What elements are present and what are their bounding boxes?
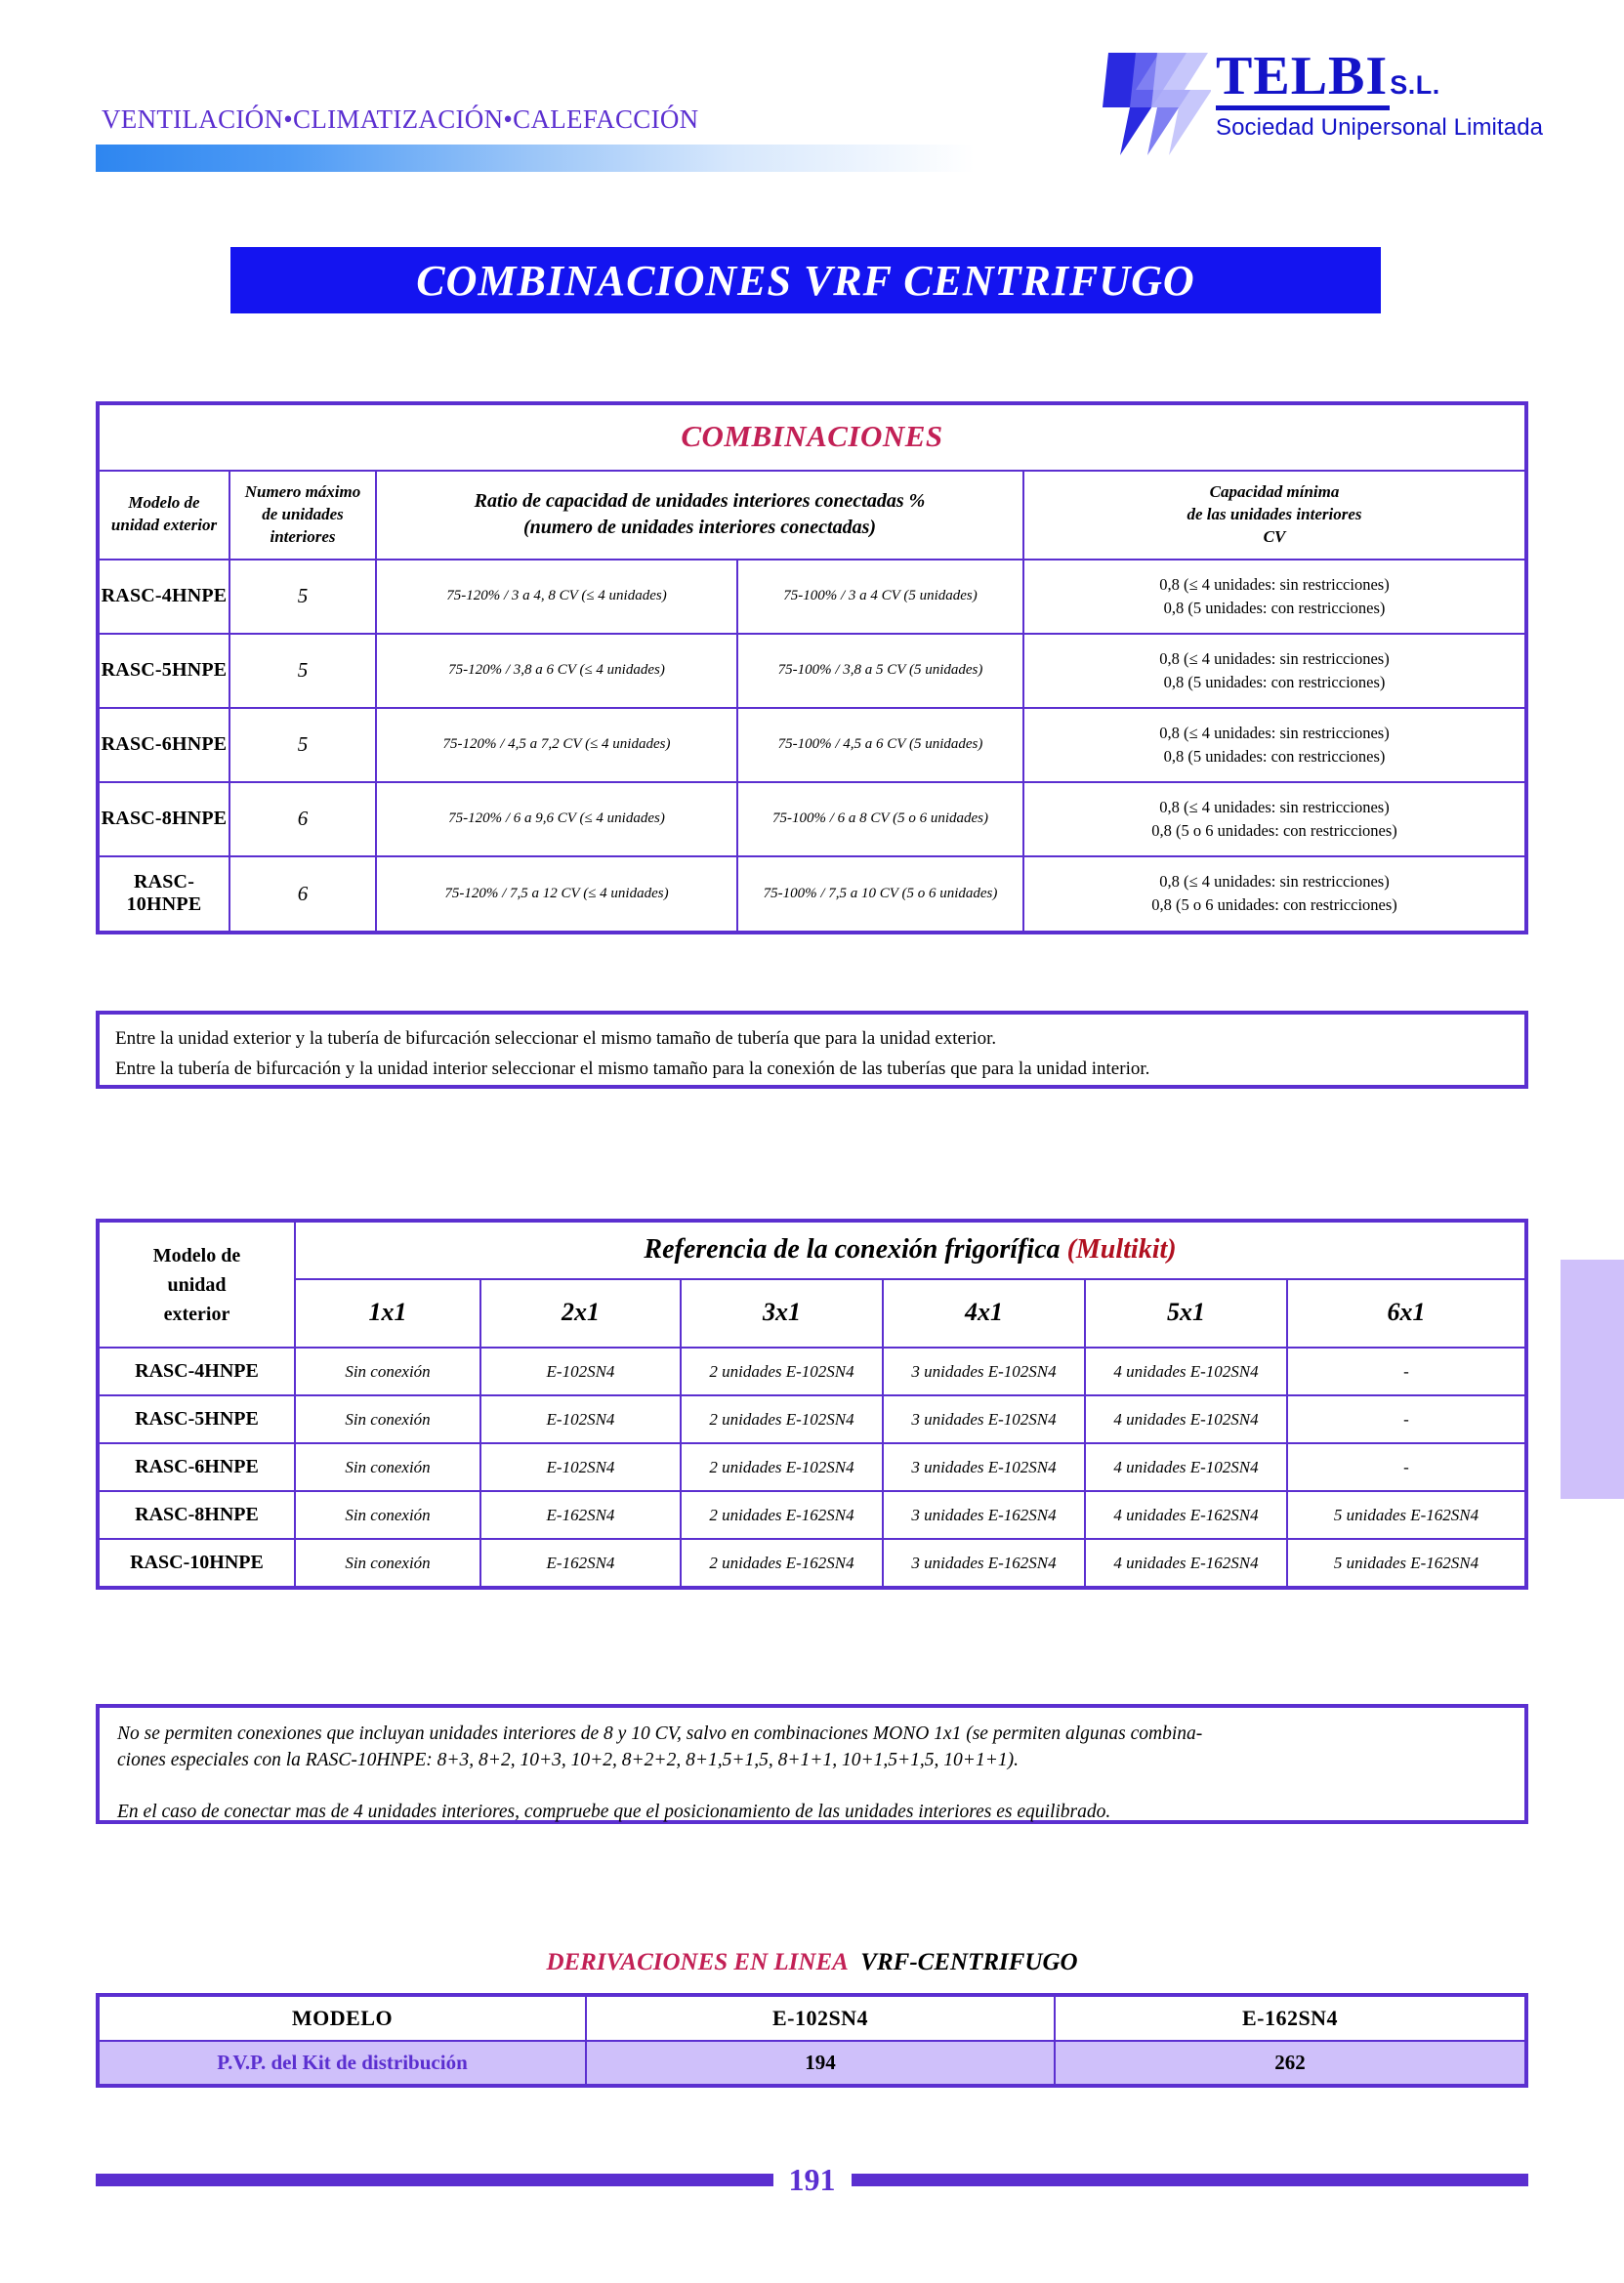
page-header (0, 0, 1624, 195)
cell-6x1: 5 unidades E-162SN4 (1287, 1491, 1524, 1539)
header-modelo: MODELO (100, 1997, 586, 2041)
cap-line-2: 0,8 (5 o 6 unidades: con restricciones) (1151, 820, 1397, 840)
table-row (100, 560, 1524, 634)
table-row (100, 1348, 1524, 1395)
derivaciones-table (96, 1993, 1528, 2088)
page-title-banner (230, 247, 1381, 313)
cap-line-1: 0,8 (≤ 4 unidades: sin restricciones) (1159, 797, 1390, 816)
company-tagline: VENTILACIÓN•CLIMATIZACIÓN•CALEFACCIÓN (102, 104, 699, 134)
cell-1x1: Sin conexión (295, 1443, 480, 1491)
table-row (100, 708, 1524, 782)
cell-5x1: 4 unidades E-102SN4 (1085, 1395, 1287, 1443)
cell-ratio-a: 75-120% / 3,8 a 6 CV (≤ 4 unidades) (376, 634, 737, 708)
cell-5x1: 4 unidades E-102SN4 (1085, 1443, 1287, 1491)
telbi-logo (1099, 46, 1544, 156)
cell-3x1: 2 unidades E-102SN4 (681, 1395, 883, 1443)
table-header-row (100, 1997, 1524, 2041)
cell-capacidad-minima (1023, 634, 1524, 708)
cell-5x1: 4 unidades E-162SN4 (1085, 1491, 1287, 1539)
header-col-4x1: 4x1 (883, 1279, 1085, 1348)
cell-4x1: 3 unidades E-102SN4 (883, 1395, 1085, 1443)
header-line-2: de unidades interiores (262, 504, 344, 546)
cap-line-2: 0,8 (5 unidades: con restricciones) (1163, 672, 1386, 691)
table-row (100, 1539, 1524, 1586)
cap-line-2: 0,8 (5 unidades: con restricciones) (1163, 598, 1386, 617)
multikit-title (295, 1223, 1524, 1279)
cell-model: RASC-10HNPE (100, 856, 229, 931)
table-row (100, 1443, 1524, 1491)
header-col-2x1: 2x1 (480, 1279, 681, 1348)
footer-rule-right (852, 2174, 1529, 2186)
header-col-6x1: 6x1 (1287, 1279, 1524, 1348)
cell-model: RASC-5HNPE (100, 1395, 295, 1443)
multikit-table (96, 1219, 1528, 1590)
cell-2x1: E-162SN4 (480, 1539, 681, 1586)
table-row (100, 782, 1524, 856)
cell-model: RASC-6HNPE (100, 1443, 295, 1491)
header-capacidad-minima (1023, 471, 1524, 560)
header-modelo-unidad-exterior (100, 471, 229, 560)
cell-ratio-a: 75-120% / 7,5 a 12 CV (≤ 4 unidades) (376, 856, 737, 931)
cell-2x1: E-102SN4 (480, 1348, 681, 1395)
multikit-grid (100, 1223, 1524, 1586)
logo-subtitle: Sociedad Unipersonal Limitada (1216, 114, 1544, 141)
header-line-1: Modelo de (128, 493, 200, 513)
note-paragraph-1 (117, 1722, 1507, 1774)
header-numero-maximo (229, 471, 376, 560)
cell-6x1: - (1287, 1395, 1524, 1443)
footer-rule-left (96, 2174, 773, 2186)
logo-legal-suffix: S.L. (1390, 70, 1440, 100)
note-line-1: No se permiten conexiones que incluyan unidades interiores de 8 y 10 CV, salvo en combinaciones MONO 1x1 (se permiten algunas combina- (117, 1723, 1203, 1744)
cell-ratio-a: 75-120% / 3 a 4, 8 CV (≤ 4 unidades) (376, 560, 737, 634)
cell-5x1: 4 unidades E-162SN4 (1085, 1539, 1287, 1586)
cell-model: RASC-4HNPE (100, 1348, 295, 1395)
table-header-row (100, 1279, 1524, 1348)
combinaciones-title: COMBINACIONES (100, 405, 1524, 471)
header-line-2: unidad exterior (110, 516, 218, 535)
section-edge-tab (1561, 1260, 1624, 1499)
cap-line-1: 0,8 (≤ 4 unidades: sin restricciones) (1159, 648, 1390, 668)
cell-4x1: 3 unidades E-102SN4 (883, 1443, 1085, 1491)
header-line-1: Capacidad mínima (1209, 482, 1340, 501)
cell-capacidad-minima (1023, 782, 1524, 856)
header-line-1: Numero máximo (244, 482, 361, 501)
cell-max-units: 5 (229, 560, 376, 634)
corner-line-1: Modelo de (152, 1244, 241, 1266)
cell-2x1: E-102SN4 (480, 1443, 681, 1491)
cell-model: RASC-6HNPE (100, 708, 229, 782)
cell-2x1: E-102SN4 (480, 1395, 681, 1443)
cell-5x1: 4 unidades E-102SN4 (1085, 1348, 1287, 1395)
cell-model: RASC-5HNPE (100, 634, 229, 708)
cell-2x1: E-162SN4 (480, 1491, 681, 1539)
cell-ratio-b: 75-100% / 3 a 4 CV (5 unidades) (737, 560, 1023, 634)
note-line-2: ciones especiales con la RASC-10HNPE: 8+3, 8+2, 10+3, 10+2, 8+2+2, 8+1,5+1,5, 8+1+1, 10+1,5+1,5, 10+1+1). (117, 1749, 1019, 1770)
page-number: 191 (788, 2162, 836, 2197)
cell-capacidad-minima (1023, 856, 1524, 931)
row-label-pvp-kit: P.V.P. del Kit de distribución (100, 2041, 586, 2084)
cap-line-2: 0,8 (5 o 6 unidades: con restricciones) (1151, 895, 1397, 915)
cap-line-1: 0,8 (≤ 4 unidades: sin restricciones) (1159, 574, 1390, 594)
cell-price-e162sn4: 262 (1055, 2041, 1524, 2084)
cap-line-1: 0,8 (≤ 4 unidades: sin restricciones) (1159, 723, 1390, 742)
logo-brand-name: TELBI (1216, 47, 1390, 110)
cell-1x1: Sin conexión (295, 1395, 480, 1443)
note-line-2: Entre la tubería de bifurcación y la unidad interior seleccionar el mismo tamaño para la conexión de las tuberías que para la unidad interior. (115, 1058, 1150, 1079)
derivaciones-grid (100, 1997, 1524, 2084)
header-line-2: (numero de unidades interiores conectadas) (522, 517, 877, 539)
cell-capacidad-minima (1023, 708, 1524, 782)
note-paragraph-2: En el caso de conectar mas de 4 unidades interiores, compruebe que el posicionamiento de las unidades interiores es equilibrado. (117, 1801, 1111, 1822)
cell-6x1: - (1287, 1443, 1524, 1491)
page-footer (0, 2160, 1624, 2199)
table-row (100, 856, 1524, 931)
multikit-title-main: Referencia de la conexión frigorífica (644, 1234, 1067, 1265)
combinaciones-grid (100, 405, 1524, 931)
header-gradient-rule (96, 145, 975, 172)
header-col-3x1: 3x1 (681, 1279, 883, 1348)
lightning-bolt-icon (1099, 53, 1211, 155)
table-row (100, 1395, 1524, 1443)
derivaciones-title (0, 1949, 1624, 1976)
cap-line-1: 0,8 (≤ 4 unidades: sin restricciones) (1159, 872, 1390, 892)
cell-max-units: 5 (229, 708, 376, 782)
header-modelo-unidad-exterior (100, 1223, 295, 1348)
header-col-5x1: 5x1 (1085, 1279, 1287, 1348)
cell-6x1: 5 unidades E-162SN4 (1287, 1539, 1524, 1586)
logo-text-block (1216, 46, 1544, 142)
corner-line-3: exterior (163, 1303, 230, 1325)
header-line-2: de las unidades interiores (1187, 504, 1362, 523)
header-e162sn4: E-162SN4 (1055, 1997, 1524, 2041)
table-row (100, 1491, 1524, 1539)
cell-ratio-b: 75-100% / 3,8 a 5 CV (5 unidades) (737, 634, 1023, 708)
cell-6x1: - (1287, 1348, 1524, 1395)
cell-model: RASC-4HNPE (100, 560, 229, 634)
cell-ratio-a: 75-120% / 6 a 9,6 CV (≤ 4 unidades) (376, 782, 737, 856)
cell-max-units: 6 (229, 782, 376, 856)
cap-line-2: 0,8 (5 unidades: con restricciones) (1163, 746, 1386, 766)
derivaciones-title-sub: VRF-CENTRIFUGO (860, 1949, 1078, 1975)
cell-3x1: 2 unidades E-102SN4 (681, 1443, 883, 1491)
cell-4x1: 3 unidades E-162SN4 (883, 1539, 1085, 1586)
cell-1x1: Sin conexión (295, 1348, 480, 1395)
page-title: COMBINACIONES VRF CENTRIFUGO (416, 256, 1195, 305)
table-header-row (100, 471, 1524, 560)
cell-4x1: 3 unidades E-102SN4 (883, 1348, 1085, 1395)
header-line-3: CV (1263, 526, 1286, 546)
cell-ratio-b: 75-100% / 4,5 a 6 CV (5 unidades) (737, 708, 1023, 782)
header-ratio-capacidad (376, 471, 1023, 560)
tuberia-note-box (96, 1011, 1528, 1089)
combinaciones-table (96, 401, 1528, 934)
cell-1x1: Sin conexión (295, 1491, 480, 1539)
cell-4x1: 3 unidades E-162SN4 (883, 1491, 1085, 1539)
cell-1x1: Sin conexión (295, 1539, 480, 1586)
cell-model: RASC-8HNPE (100, 1491, 295, 1539)
restricciones-note-box (96, 1704, 1528, 1824)
header-e102sn4: E-102SN4 (586, 1997, 1055, 2041)
table-title-row (100, 405, 1524, 471)
multikit-title-accent: (Multikit) (1066, 1234, 1177, 1265)
cell-3x1: 2 unidades E-162SN4 (681, 1491, 883, 1539)
cell-ratio-b: 75-100% / 7,5 a 10 CV (5 o 6 unidades) (737, 856, 1023, 931)
cell-ratio-b: 75-100% / 6 a 8 CV (5 o 6 unidades) (737, 782, 1023, 856)
cell-3x1: 2 unidades E-162SN4 (681, 1539, 883, 1586)
header-col-1x1: 1x1 (295, 1279, 480, 1348)
cell-model: RASC-8HNPE (100, 782, 229, 856)
header-line-1: Ratio de capacidad de unidades interiores conectadas % (474, 490, 926, 513)
note-line-1: Entre la unidad exterior y la tubería de bifurcación seleccionar el mismo tamaño de tubería que para la unidad exterior. (115, 1028, 997, 1049)
table-row (100, 634, 1524, 708)
cell-max-units: 6 (229, 856, 376, 931)
table-title-row (100, 1223, 1524, 1279)
cell-capacidad-minima (1023, 560, 1524, 634)
cell-model: RASC-10HNPE (100, 1539, 295, 1586)
cell-ratio-a: 75-120% / 4,5 a 7,2 CV (≤ 4 unidades) (376, 708, 737, 782)
derivaciones-title-accent: DERIVACIONES EN LINEA (546, 1949, 849, 1975)
cell-max-units: 5 (229, 634, 376, 708)
cell-3x1: 2 unidades E-102SN4 (681, 1348, 883, 1395)
corner-line-2: unidad (167, 1273, 227, 1296)
table-row (100, 2041, 1524, 2084)
cell-price-e102sn4: 194 (586, 2041, 1055, 2084)
